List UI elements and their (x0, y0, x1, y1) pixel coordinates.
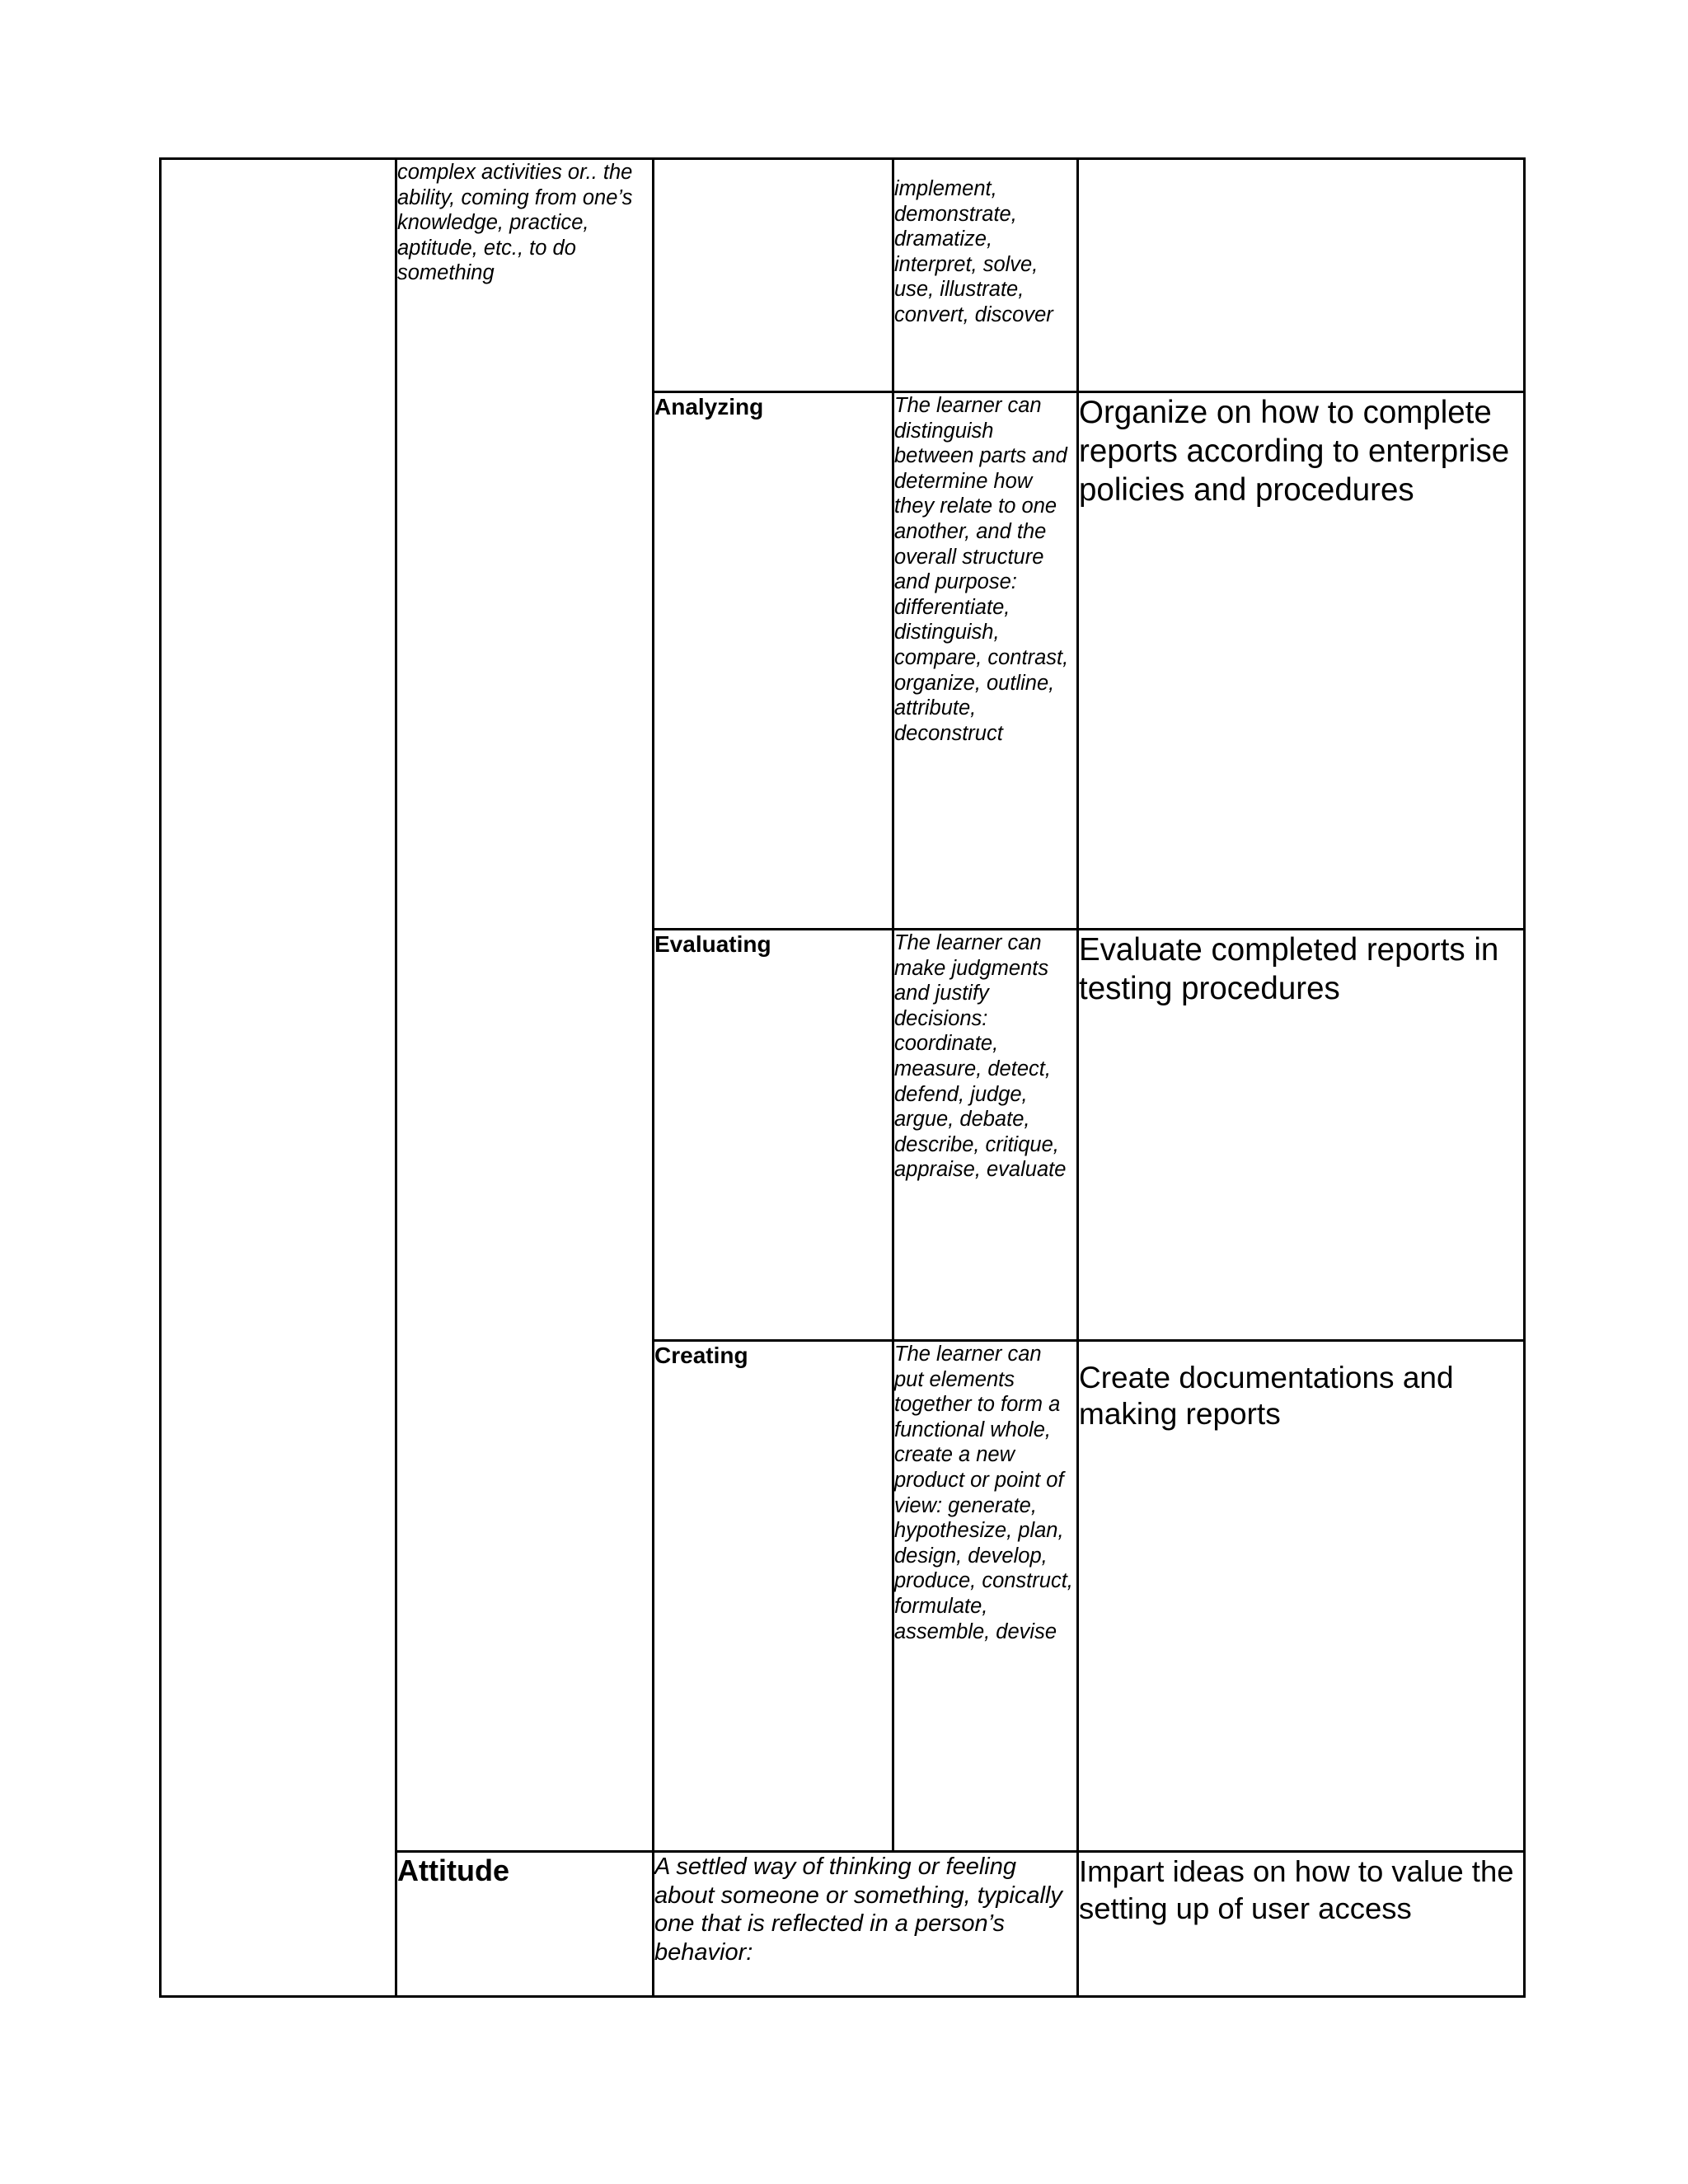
analyzing-verbs-cell (893, 392, 1078, 930)
evaluating-objective-text: Evaluate completed reports in testing procedures (1079, 932, 1499, 1006)
attitude-label: Attitude (397, 1854, 509, 1887)
creating-level-label: Creating (654, 1343, 748, 1368)
applying-level-cell (654, 159, 893, 392)
evaluating-verbs-cell (893, 930, 1078, 1341)
creating-verbs-text: The learner can put elements together to form a functional whole, create a new product or point of view: generate, hypothesize, plan, design, develop, produce, construct, formulate, assemble, devise (894, 1343, 1073, 1643)
applying-verbs-cell (893, 159, 1078, 392)
skills-description-cell (396, 159, 654, 1852)
analyzing-objective-cell (1078, 392, 1525, 930)
evaluating-objective-cell (1078, 930, 1525, 1341)
table-row-applying (161, 159, 1525, 392)
analyzing-objective-text: Organize on how to complete reports according to enterprise policies and procedures (1079, 395, 1510, 508)
creating-level-cell (654, 1341, 893, 1852)
skills-description-text: complex activities or.. the ability, coming from one’s knowledge, practice, aptitude, etc., to do something (397, 161, 633, 285)
creating-objective-cell (1078, 1341, 1525, 1852)
creating-verbs-cell (893, 1341, 1078, 1852)
applying-verbs-text: implement, demonstrate, dramatize, interpret, solve, use, illustrate, convert, discover (894, 177, 1053, 326)
learning-objectives-table (159, 157, 1526, 1998)
analyzing-level-cell (654, 392, 893, 930)
analyzing-verbs-text: The learner can distinguish between parts and determine how they relate to one another, and the overall structure and purpose: differentiate, distinguish, compare, contrast, organize, outline, attribute, deconstruct (894, 394, 1069, 745)
domain-column-cell (161, 159, 396, 1997)
attitude-definition-text: A settled way of thinking or feeling about someone or something, typically one that is reflected in a person’s behavior: (654, 1854, 1062, 1966)
attitude-label-cell (396, 1852, 654, 1997)
evaluating-verbs-text: The learner can make judgments and justify decisions: coordinate, measure, detect, defend, judge, argue, debate, describe, critique, appraise, evaluate (894, 931, 1067, 1182)
attitude-objective-cell (1078, 1852, 1525, 1997)
creating-objective-text: Create documentations and making reports (1079, 1361, 1454, 1431)
attitude-objective-text: Impart ideas on how to value the setting up of user access (1079, 1854, 1514, 1925)
evaluating-level-cell (654, 930, 893, 1341)
attitude-definition-cell (654, 1852, 1078, 1997)
applying-objective-cell (1078, 159, 1525, 392)
analyzing-level-label: Analyzing (654, 394, 764, 419)
evaluating-level-label: Evaluating (654, 931, 771, 957)
